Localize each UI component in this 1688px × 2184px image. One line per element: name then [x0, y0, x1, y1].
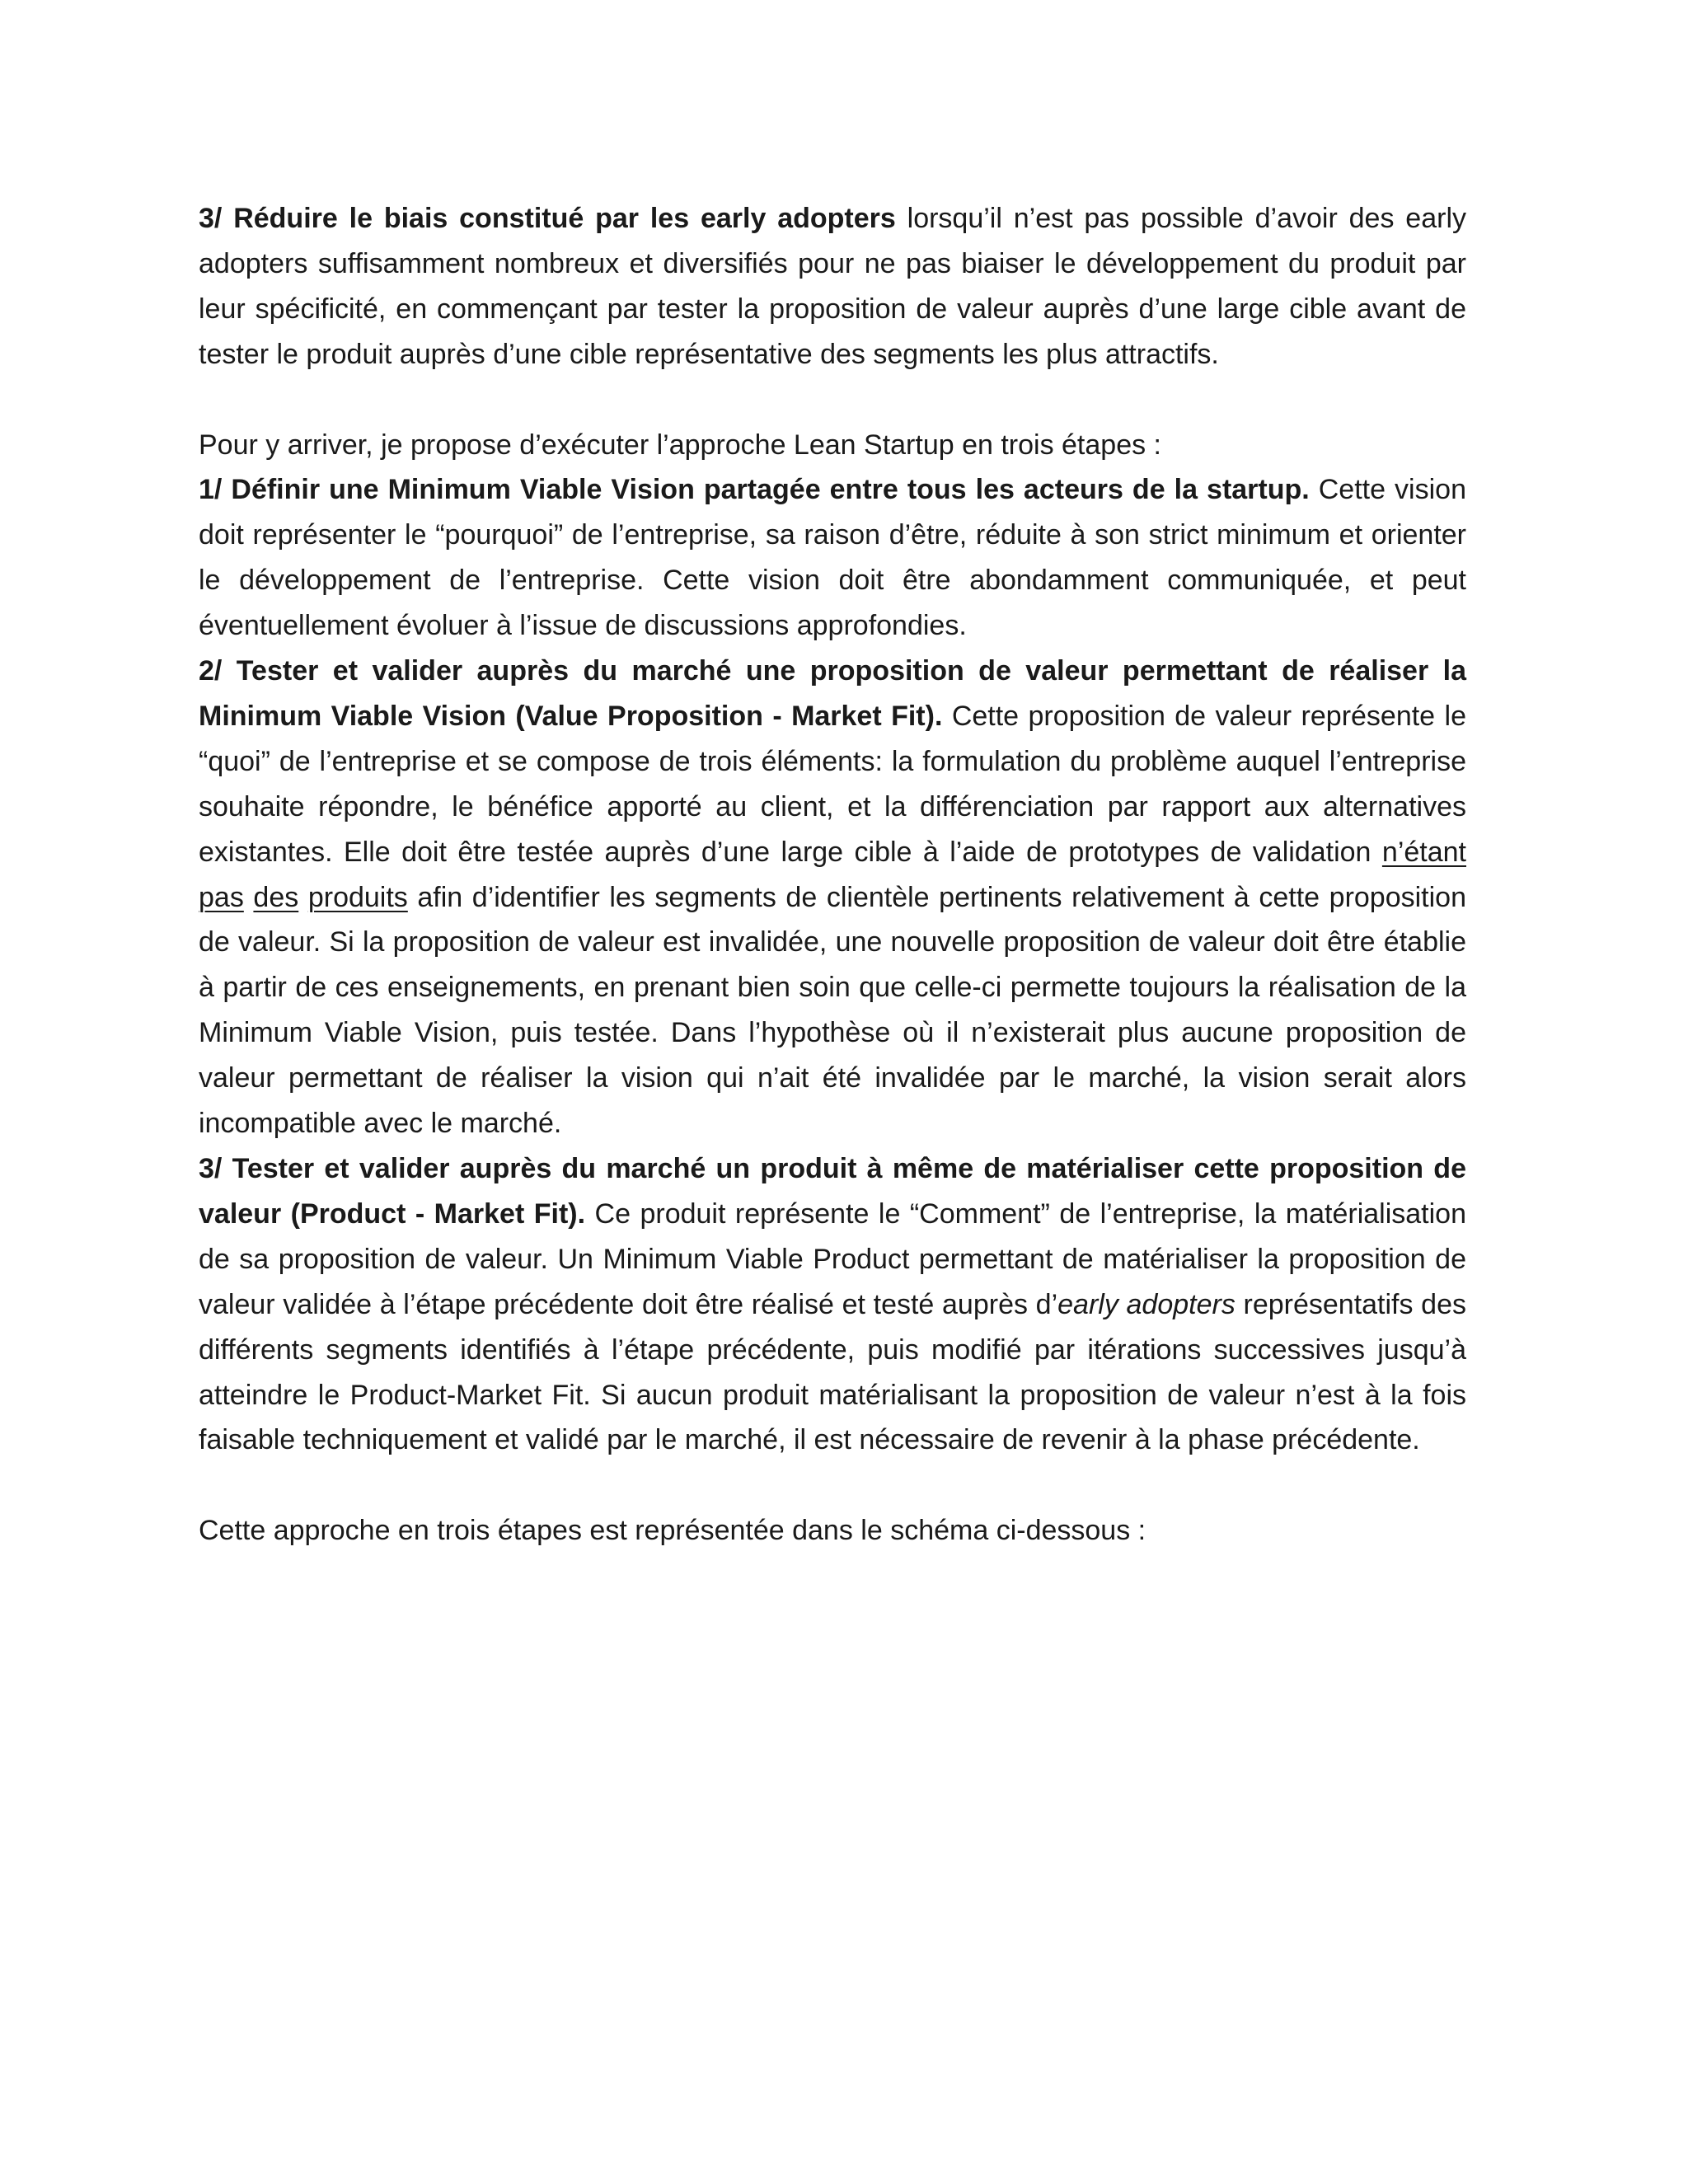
- step-3-heading: 3/ Tester et valider auprès du marché un produit à même de matérialiser cette proposition de valeur (Product - Market Fit).: [199, 1153, 1466, 1230]
- paragraph-bias-reduction: [199, 196, 1466, 377]
- step-3-paragraph: [199, 1146, 1466, 1463]
- intro-paragraph: Pour y arriver, je propose d’exécuter l’approche Lean Startup en trois étapes :: [199, 429, 1162, 461]
- step-2-heading: 2/ Tester et valider auprès du marché une proposition de valeur permettant de réaliser la Minimum Viable Vision (Value Proposition - Market Fit).: [199, 655, 1466, 732]
- paragraph-text: lorsqu’il n’est pas possible d’avoir des early adopters suffisamment nombreux et diversifiés pour ne pas biaiser le développement du produit par leur spécificité, en commençant par tester la proposition de valeur auprès d’une large cible avant de tester le produit auprès d’une cible représentative des segments les plus attractifs.: [199, 203, 1466, 370]
- underlined-word: produits: [307, 881, 408, 913]
- step-2-paragraph: [199, 649, 1466, 1146]
- document-body: [199, 196, 1466, 1554]
- paragraph-lead: 3/ Réduire le biais constitué par les early adopters: [199, 203, 896, 234]
- step-1-text: Cette vision doit représenter le “pourquoi” de l’entreprise, sa raison d’être, réduite à son strict minimum et orienter le développement de l’entreprise. Cette vision doit être abondamment communiquée, et peut éventuellement évoluer à l’issue de discussions approfondies.: [199, 474, 1466, 642]
- step-1-paragraph: [199, 467, 1466, 649]
- underlined-word: des: [253, 881, 299, 913]
- underlined-word: pas: [199, 881, 244, 913]
- step-3-text-a: Ce produit représente le “Comment” de l’entreprise, la matérialisation de sa proposition de valeur. Un Minimum Viable Product permettant de matérialiser la proposition de valeur validée à l’étape précédente doit être réalisé et testé auprès d’: [199, 1197, 1466, 1320]
- underlined-word: n’étant: [1381, 836, 1466, 868]
- step-2-text-b: afin d’identifier les segments de clientèle pertinents relativement à cette proposition de valeur. Si la proposition de valeur est invalidée, une nouvelle proposition de valeur doit être établie à partir de ces enseignements, en prenant bien soin que celle-ci permette toujours la réalisation de la Minimum Viable Vision, puis testée. Dans l’hypothèse où il n’existerait plus aucune proposition de valeur permettant de réaliser la vision qui n’ait été invalidée par le marché, la vision serait alors incompatible avec le marché.: [199, 881, 1466, 1140]
- italic-term: early adopters: [1057, 1288, 1236, 1320]
- paragraph-spacer: [199, 1463, 1466, 1508]
- closing-paragraph: Cette approche en trois étapes est représentée dans le schéma ci-dessous :: [199, 1515, 1146, 1547]
- step-3-text-b: représentatifs des différents segments identifiés à l’étape précédente, puis modifié par itérations successives jusqu’à atteindre le Product-Market Fit. Si aucun produit matérialisant la proposition de valeur n’est à la fois faisable techniquement et validé par le marché, il est nécessaire de revenir à la phase précédente.: [199, 1288, 1466, 1456]
- paragraph-spacer: [199, 377, 1466, 423]
- step-1-heading: 1/ Définir une Minimum Viable Vision partagée entre tous les acteurs de la startup.: [199, 474, 1310, 506]
- step-2-text-a: Cette proposition de valeur représente le “quoi” de l’entreprise et se compose de trois éléments: la formulation du problème auquel l’entreprise souhaite répondre, le bénéfice apporté au client, et la différenciation par rapport aux alternatives existantes. Elle doit être testée auprès d’une large cible à l’aide de prototypes de validation: [199, 700, 1466, 868]
